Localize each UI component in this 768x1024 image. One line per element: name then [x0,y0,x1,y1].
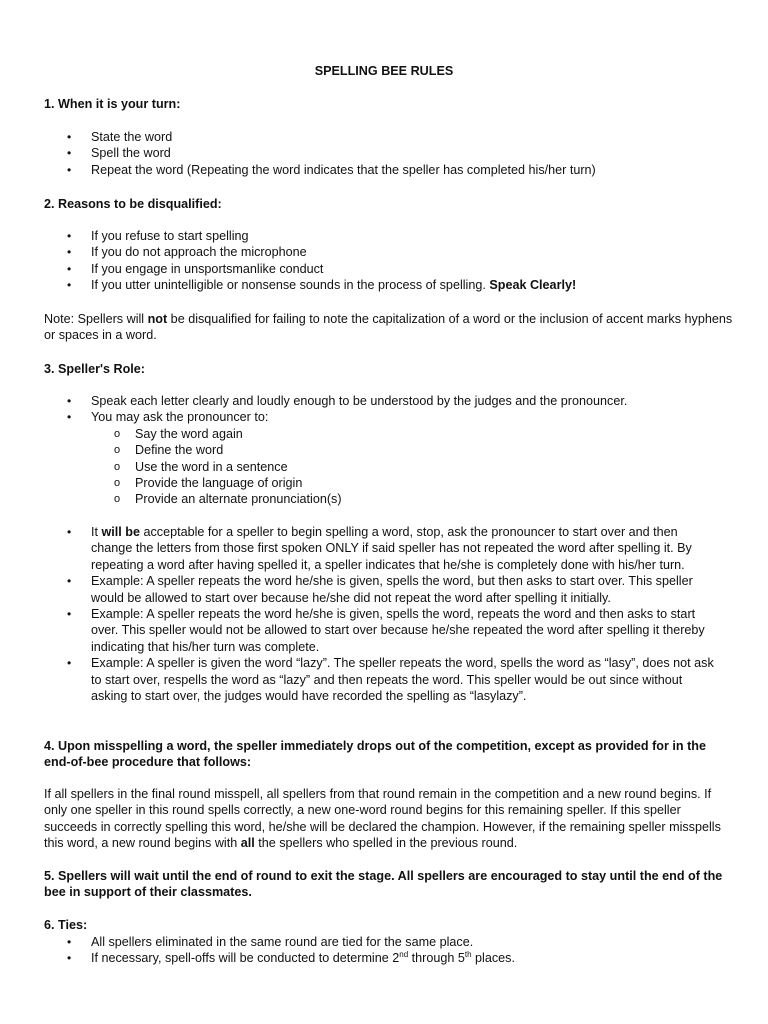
sub-list-item: o Provide an alternate pronunciation(s) [91,491,721,507]
section-2-heading: 2. Reasons to be disqualified: [44,197,222,211]
emphasis-text: Speak Clearly! [489,278,577,293]
note-text: be disqualified for failing to note the capitalization of a word or the inclusion of accent marks hyphens or spaces in a word. [44,312,733,343]
ordinal-suffix: th [464,950,472,960]
section-4-heading: 4. Upon misspelling a word, the speller immediately drops out of the competition, except as provided for in the end-of-bee procedure that follows: [44,739,706,770]
section-3-list [0,393,768,508]
sub-list-item: o Use the word in a sentence [91,459,721,475]
list-item: • If you engage in unsportsmanlike conduct [0,261,721,277]
item-text: It [91,525,102,539]
list-item: • State the word [0,129,721,145]
item-text: You may ask the pronouncer to: [91,410,269,425]
list-item: • Repeat the word (Repeating the word indicates that the speller has completed his/her turn) [0,162,721,178]
list-item: • If you refuse to start spelling [0,228,721,244]
list-item [0,277,721,293]
list-item: • Spell the word [0,145,721,161]
section-6-list [0,934,768,967]
page-title: SPELLING BEE RULES [314,64,454,78]
note-text: Note: Spellers will [44,312,148,326]
paragraph-text: If all spellers in the final round misspell, all spellers from that round remain in the competition and a new round begins. If only one speller in this round spells correctly, a new one-word round begins for this remaining speller. If this speller succeeds in correctly spelling this word, he/she will be declared the champion. However, if the remaining speller misspells this word, a new round begins with [44,787,721,851]
section-4-paragraph [44,786,734,852]
section-3-heading: 3. Speller's Role: [44,362,145,376]
paragraph-text: the spellers who spelled in the previous round. [254,836,518,851]
list-item: • Example: A speller repeats the word he/she is given, spells the word, repeats the word and then asks to start over. This speller would not be allowed to start over because he/she repeated the word after spelling it thereby indicating that his/her turn was complete. [0,606,721,655]
item-text: If you utter unintelligible or nonsense sounds in the process of spelling. [91,278,490,293]
section-1-heading: 1. When it is your turn: [44,97,181,111]
emphasis-text: will be [101,525,140,539]
list-item [0,409,721,507]
pronouncer-options-list [91,426,721,508]
section-6-heading: 6. Ties: [44,918,88,932]
ordinal-suffix: nd [399,950,409,960]
list-item: • Example: A speller repeats the word he/she is given, spells the word, but then asks to start over. This speller would be allowed to start over because he/she did not repeat the word after spelling it initially. [0,573,721,606]
section-2-list [0,228,768,294]
list-item: • All spellers eliminated in the same round are tied for the same place. [0,934,721,950]
item-text: acceptable for a speller to begin spelling a word, stop, ask the pronouncer to start over and then change the letters from those first spoken ONLY if said speller has not repeated the word after spelling it. By repeating a word after having spelled it, a speller indicates that he/she is completely done with his/her turn. [91,525,692,572]
section-5-heading: 5. Spellers will wait until the end of round to exit the stage. All spellers are encouraged to stay until the end of the bee in support of their classmates. [44,869,723,900]
list-item: • If you do not approach the microphone [0,244,721,260]
section-3-rules-list [0,524,768,704]
item-text: places. [471,951,515,966]
note-paragraph [44,311,734,344]
item-text: through 5 [408,951,465,966]
item-text: If necessary, spell-offs will be conducted to determine 2 [91,951,400,966]
list-item [0,524,721,573]
sub-list-item: o Provide the language of origin [91,475,721,491]
list-item [0,950,721,966]
list-item: • Speak each letter clearly and loudly enough to be understood by the judges and the pronouncer. [0,393,721,409]
note-emphasis: not [147,312,168,326]
sub-list-item: o Define the word [91,442,721,458]
emphasis-text: all [240,836,255,851]
list-item: • Example: A speller is given the word “lazy”. The speller repeats the word, spells the word as “lasy”, does not ask to start over, respells the word as “lazy” and then repeats the word. This speller would be out since without asking to start over, the judges would have recorded the spelling as “lasylazy”. [0,655,721,704]
section-1-list [0,129,768,178]
sub-list-item: o Say the word again [91,426,721,442]
